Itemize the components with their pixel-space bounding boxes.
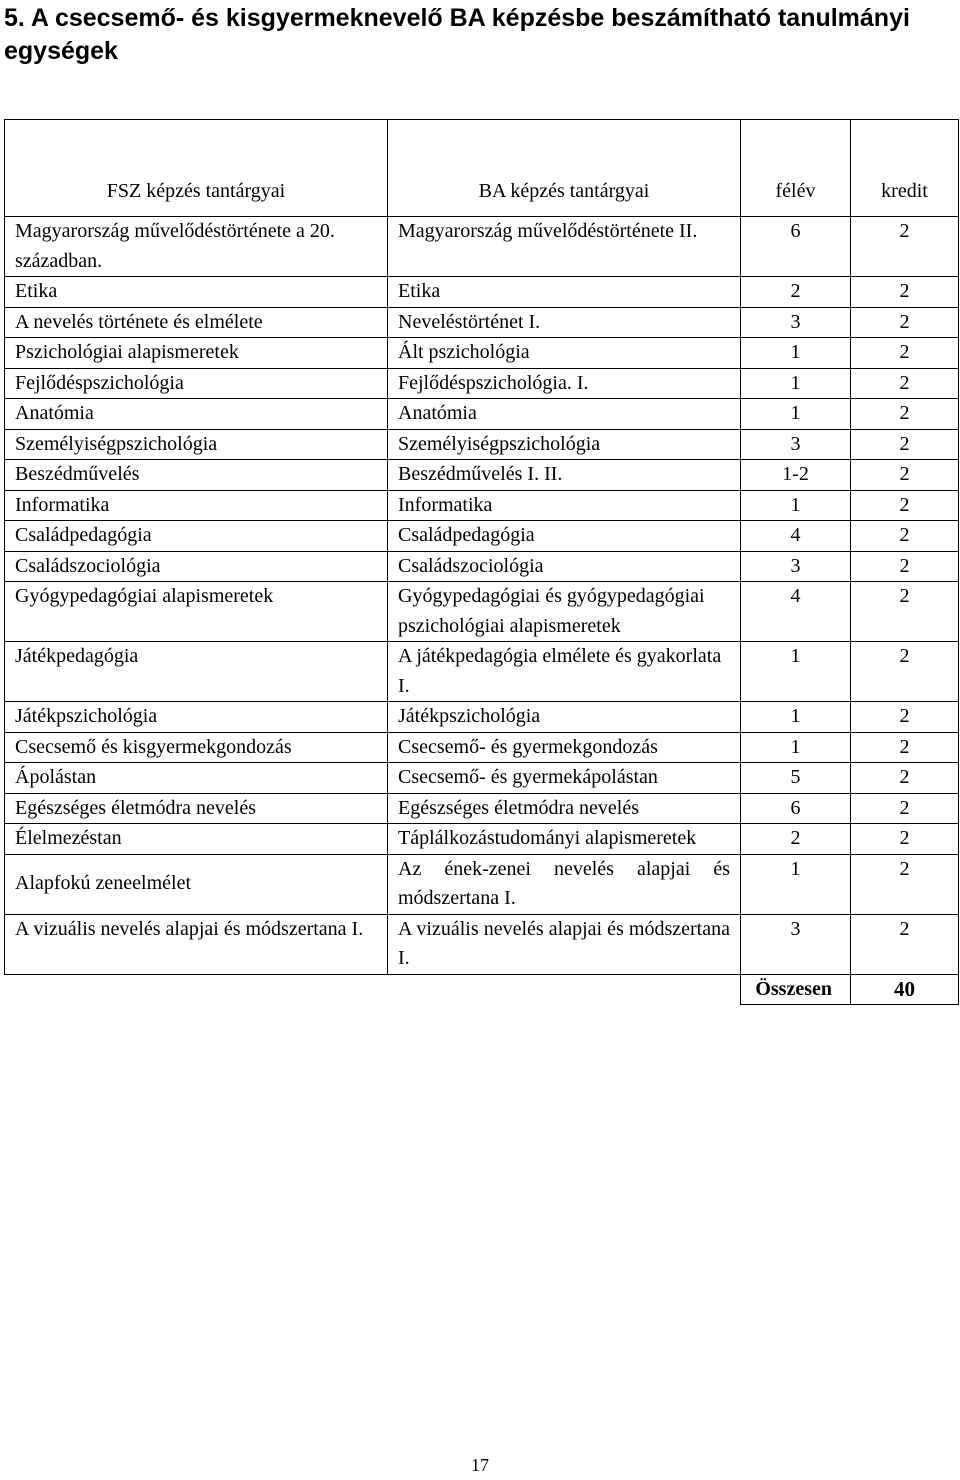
- kredit-cell: 2: [851, 521, 959, 552]
- ba-cell: Családpedagógia: [388, 521, 741, 552]
- credit-table: [4, 119, 959, 1005]
- fsz-cell: Magyarország művelődéstörténete a 20. században.: [5, 217, 388, 277]
- kredit-cell: 2: [851, 793, 959, 824]
- fsz-cell: Élelmezéstan: [5, 824, 388, 855]
- fsz-cell: A nevelés története és elmélete: [5, 307, 388, 338]
- table-row: [5, 582, 959, 642]
- ba-cell: Beszédművelés I. II.: [388, 460, 741, 491]
- table-row: [5, 307, 959, 338]
- total-value: 40: [851, 974, 959, 1005]
- table-row: [5, 793, 959, 824]
- felev-cell: 3: [741, 551, 851, 582]
- fsz-cell: Fejlődéspszichológia: [5, 368, 388, 399]
- felev-cell: 1: [741, 399, 851, 430]
- ba-cell: Magyarország művelődéstörténete II.: [388, 217, 741, 277]
- ba-cell: Etika: [388, 277, 741, 308]
- kredit-cell: 2: [851, 702, 959, 733]
- felev-cell: 5: [741, 763, 851, 794]
- table-row: [5, 702, 959, 733]
- fsz-cell: Családszociológia: [5, 551, 388, 582]
- header-kredit: kredit: [851, 120, 959, 217]
- total-row: [5, 974, 959, 1005]
- felev-cell: 1: [741, 490, 851, 521]
- ba-cell: Játékpszichológia: [388, 702, 741, 733]
- header-felev: félév: [741, 120, 851, 217]
- table-row: [5, 763, 959, 794]
- table-row: [5, 824, 959, 855]
- kredit-cell: 2: [851, 429, 959, 460]
- total-spacer: [388, 974, 741, 1005]
- table-row: [5, 854, 959, 914]
- kredit-cell: 2: [851, 763, 959, 794]
- header-fsz: FSZ képzés tantárgyai: [5, 120, 388, 217]
- kredit-cell: 2: [851, 338, 959, 369]
- ba-cell: Neveléstörténet I.: [388, 307, 741, 338]
- fsz-cell: Beszédművelés: [5, 460, 388, 491]
- felev-cell: 2: [741, 277, 851, 308]
- kredit-cell: 2: [851, 914, 959, 974]
- table-row: [5, 642, 959, 702]
- ba-cell: Gyógypedagógiai és gyógypedagógiai pszichológiai alapismeretek: [388, 582, 741, 642]
- fsz-cell: A vizuális nevelés alapjai és módszertana I.: [5, 914, 388, 974]
- fsz-cell: Gyógypedagógiai alapismeretek: [5, 582, 388, 642]
- total-label: Összesen: [741, 974, 851, 1005]
- felev-cell: 1: [741, 368, 851, 399]
- fsz-cell: Családpedagógia: [5, 521, 388, 552]
- felev-cell: 1-2: [741, 460, 851, 491]
- kredit-cell: 2: [851, 854, 959, 914]
- ba-cell: Csecsemő- és gyermekápolástan: [388, 763, 741, 794]
- kredit-cell: 2: [851, 217, 959, 277]
- ba-cell: Fejlődéspszichológia. I.: [388, 368, 741, 399]
- table-header-row: [5, 120, 959, 217]
- page-number: 17: [471, 1455, 489, 1475]
- total-spacer: [5, 974, 388, 1005]
- kredit-cell: 2: [851, 490, 959, 521]
- ba-cell: Csecsemő- és gyermekgondozás: [388, 732, 741, 763]
- fsz-cell: Informatika: [5, 490, 388, 521]
- ba-cell: A játékpedagógia elmélete és gyakorlata I.: [388, 642, 741, 702]
- ba-cell: Informatika: [388, 490, 741, 521]
- felev-cell: 1: [741, 732, 851, 763]
- kredit-cell: 2: [851, 368, 959, 399]
- felev-cell: 3: [741, 914, 851, 974]
- kredit-cell: 2: [851, 824, 959, 855]
- felev-cell: 1: [741, 854, 851, 914]
- felev-cell: 2: [741, 824, 851, 855]
- felev-cell: 1: [741, 642, 851, 702]
- felev-cell: 6: [741, 793, 851, 824]
- table-row: [5, 914, 959, 974]
- fsz-cell: Etika: [5, 277, 388, 308]
- ba-cell: Az ének-zenei nevelés alapjai és módszertana I.: [388, 854, 741, 914]
- kredit-cell: 2: [851, 307, 959, 338]
- ba-cell: Egészséges életmódra nevelés: [388, 793, 741, 824]
- ba-cell: Ált pszichológia: [388, 338, 741, 369]
- table-row: [5, 460, 959, 491]
- felev-cell: 1: [741, 702, 851, 733]
- kredit-cell: 2: [851, 551, 959, 582]
- table-row: [5, 338, 959, 369]
- header-ba: BA képzés tantárgyai: [388, 120, 741, 217]
- table-row: [5, 217, 959, 277]
- kredit-cell: 2: [851, 399, 959, 430]
- fsz-cell: Játékpszichológia: [5, 702, 388, 733]
- kredit-cell: 2: [851, 582, 959, 642]
- fsz-cell: Személyiségpszichológia: [5, 429, 388, 460]
- table-row: [5, 368, 959, 399]
- fsz-cell: Alapfokú zeneelmélet: [5, 854, 388, 914]
- felev-cell: 4: [741, 521, 851, 552]
- ba-cell: Táplálkozástudományi alapismeretek: [388, 824, 741, 855]
- kredit-cell: 2: [851, 460, 959, 491]
- felev-cell: 6: [741, 217, 851, 277]
- felev-cell: 3: [741, 307, 851, 338]
- fsz-cell: Játékpedagógia: [5, 642, 388, 702]
- ba-cell: A vizuális nevelés alapjai és módszertana I.: [388, 914, 741, 974]
- table-row: [5, 551, 959, 582]
- fsz-cell: Pszichológiai alapismeretek: [5, 338, 388, 369]
- fsz-cell: Anatómia: [5, 399, 388, 430]
- table-row: [5, 399, 959, 430]
- table-row: [5, 490, 959, 521]
- felev-cell: 4: [741, 582, 851, 642]
- kredit-cell: 2: [851, 732, 959, 763]
- felev-cell: 1: [741, 338, 851, 369]
- fsz-cell: Ápolástan: [5, 763, 388, 794]
- table-row: [5, 429, 959, 460]
- ba-cell: Családszociológia: [388, 551, 741, 582]
- kredit-cell: 2: [851, 277, 959, 308]
- table-row: [5, 732, 959, 763]
- kredit-cell: 2: [851, 642, 959, 702]
- page-title: 5. A csecsemő- és kisgyermeknevelő BA képzésbe beszámítható tanulmányi egységek: [4, 4, 910, 65]
- table-row: [5, 277, 959, 308]
- fsz-cell: Csecsemő és kisgyermekgondozás: [5, 732, 388, 763]
- fsz-cell: Egészséges életmódra nevelés: [5, 793, 388, 824]
- ba-cell: Személyiségpszichológia: [388, 429, 741, 460]
- felev-cell: 3: [741, 429, 851, 460]
- ba-cell: Anatómia: [388, 399, 741, 430]
- table-row: [5, 521, 959, 552]
